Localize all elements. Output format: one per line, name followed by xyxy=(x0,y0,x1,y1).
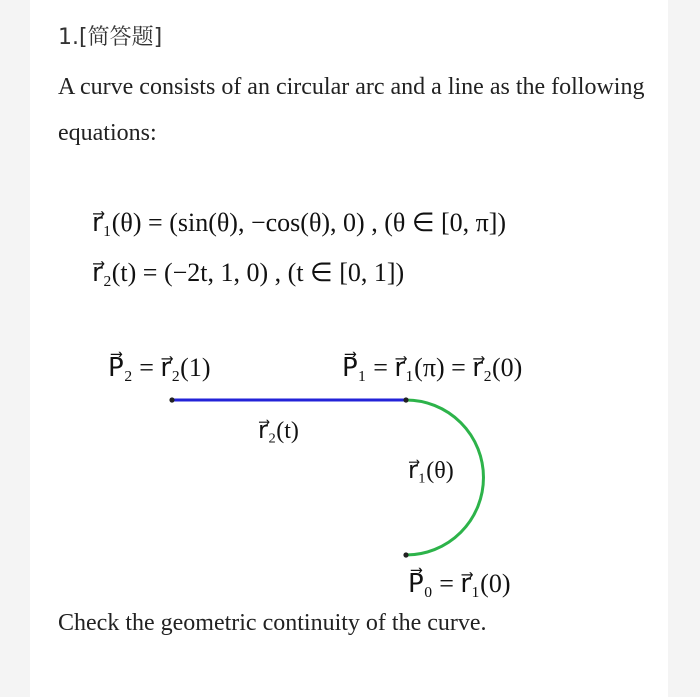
question-header xyxy=(58,20,162,51)
point-p1 xyxy=(403,397,408,402)
question-type-label: [简答题] xyxy=(79,25,163,50)
question-instruction: Check the geometric continuity of the curve. xyxy=(58,610,487,636)
curve-diagram xyxy=(0,330,700,610)
label-p0: P⃗₀ = r⃗₁(0) xyxy=(408,569,511,598)
point-p2 xyxy=(169,397,174,402)
label-p1: P⃗₁ = r⃗₁(π) = r⃗₂(0) xyxy=(342,353,523,382)
equation-r1: r⃗₁(θ) = (sin(θ), −cos(θ), 0) , (θ ∈ [0, π]) xyxy=(92,208,507,237)
point-p0 xyxy=(403,552,408,557)
question-intro: A curve consists of an circular arc and a line as the following equations: xyxy=(58,74,645,146)
equation-r2: r⃗₂(t) = (−2t, 1, 0) , (t ∈ [0, 1]) xyxy=(92,258,405,287)
label-line: r⃗₂(t) xyxy=(258,418,299,444)
question-number: 1. xyxy=(58,25,79,50)
label-arc: r⃗₁(θ) xyxy=(408,458,454,484)
label-p2: P⃗₂ = r⃗₂(1) xyxy=(108,353,211,382)
